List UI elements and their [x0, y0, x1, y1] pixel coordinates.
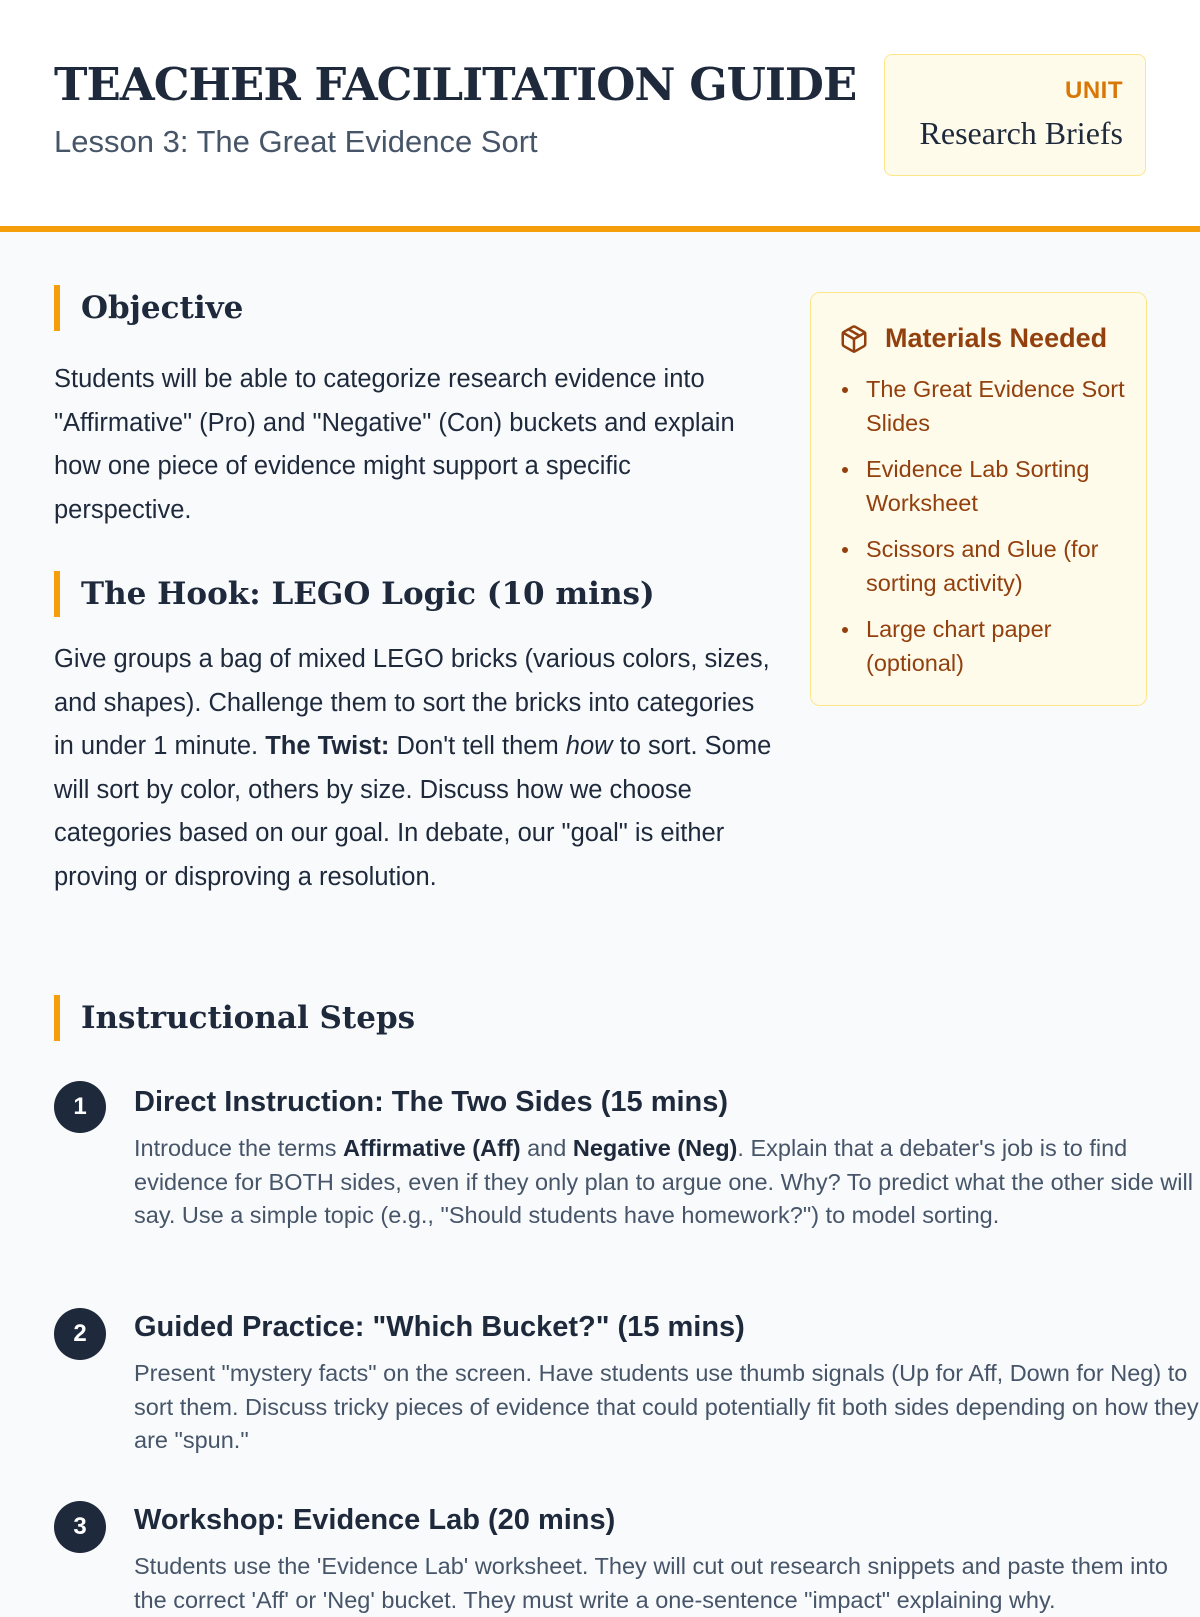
step-bold-b: Negative (Neg)	[572, 1135, 738, 1161]
objective-heading: Objective	[54, 285, 243, 331]
unit-label: UNIT	[1065, 77, 1123, 104]
hook-text-part3: to sort. Some will sort by color, others by size. Discuss how we choose categories based on our goal. In debate, our "goal" is either proving or disproving a resolution.	[54, 732, 772, 891]
materials-heading: Materials Needed	[885, 323, 1108, 353]
materials-item: Scissors and Glue (for sorting activity)	[866, 533, 1128, 600]
objective-text: Students will be able to categorize research evidence into "Affirmative" (Pro) and "Negative" (Con) buckets and explain how one piece of evidence might support a specific perspective.	[54, 365, 735, 524]
step-number: 1	[54, 1081, 106, 1133]
step-title: Guided Practice: "Which Bucket?" (15 mins)	[134, 1311, 745, 1343]
materials-heading-row	[839, 323, 1107, 354]
hook-heading: The Hook: LEGO Logic (10 mins)	[54, 571, 655, 617]
step-text-c: . Explain that a debater's job is to find evidence for BOTH sides, even if they only plan to argue one. Why? To predict what the other side will say. Use a simple topic (e.g., "Should students have homework?") to model sorting.	[134, 1135, 1193, 1228]
step-number: 2	[54, 1308, 106, 1360]
hook-text-part1: Give groups a bag of mixed LEGO bricks (various colors, sizes, and shapes). Challenge them to sort the bricks into categories in under 1 minute.	[54, 645, 770, 760]
steps-heading: Instructional Steps	[54, 995, 415, 1041]
materials-item: Large chart paper (optional)	[866, 613, 1128, 680]
hook-text-part2: Don't tell them	[389, 732, 566, 760]
materials-panel	[810, 292, 1147, 706]
hook-text	[54, 638, 774, 899]
step-bold-a: Affirmative (Aff)	[343, 1135, 521, 1161]
page-header	[0, 0, 1200, 232]
step-title: Workshop: Evidence Lab (20 mins)	[134, 1504, 616, 1536]
page-title: TEACHER FACILITATION GUIDE	[54, 58, 857, 111]
step-text	[134, 1132, 1200, 1233]
lesson-subtitle: Lesson 3: The Great Evidence Sort	[54, 124, 538, 159]
step-title: Direct Instruction: The Two Sides (15 mins)	[134, 1086, 729, 1118]
step-text: Present "mystery facts" on the screen. Have students use thumb signals (Up for Aff, Down for Neg) to sort them. Discuss tricky pieces of evidence that could potentially fit both sides depending on how they are "spun."	[134, 1360, 1199, 1453]
package-icon	[839, 324, 869, 354]
step-text-b: and	[520, 1135, 573, 1161]
step-number: 3	[54, 1501, 106, 1553]
unit-value: Research Briefs	[919, 115, 1123, 151]
unit-box	[884, 54, 1146, 176]
materials-item: The Great Evidence Sort Slides	[866, 373, 1128, 440]
step-text: Students use the 'Evidence Lab' worksheet. They will cut out research snippets and paste them into the correct 'Aff' or 'Neg' bucket. They must write a one-sentence "impact" explaining why.	[134, 1553, 1168, 1613]
hook-twist-label: The Twist:	[265, 732, 390, 760]
step-text-a: Introduce the terms	[134, 1135, 343, 1161]
hook-emphasis: how	[565, 732, 613, 760]
materials-list	[866, 373, 1128, 693]
materials-item: Evidence Lab Sorting Worksheet	[866, 453, 1128, 520]
